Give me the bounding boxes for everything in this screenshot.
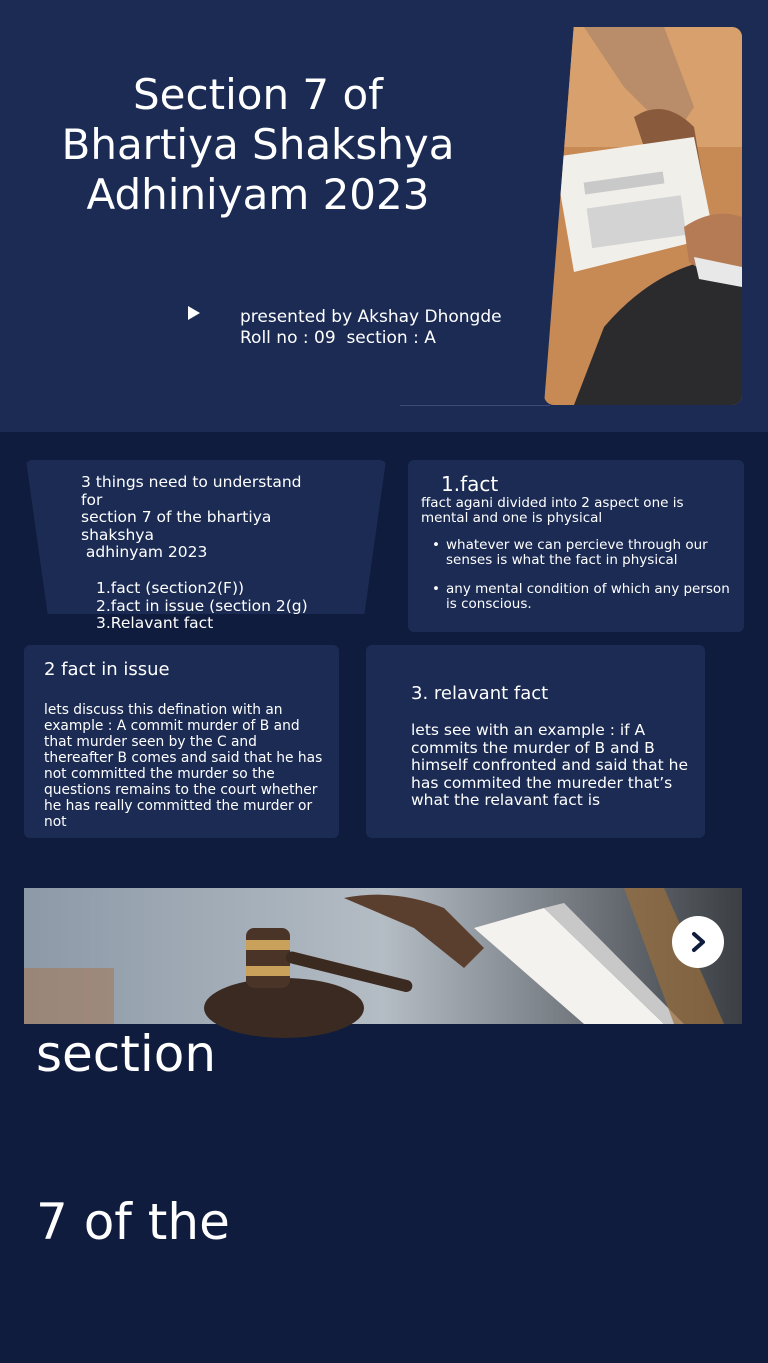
divider: [400, 405, 550, 406]
slide3-title: [36, 914, 230, 1362]
title-line: Section 7 of: [133, 70, 383, 119]
fact-in-issue-body: lets discuss this defination with an example : A commit murder of B and that murder seen by the C and thereafter B comes and said that he has not committed the murder so the questions remains to the court whether he has really committed the murder or not: [44, 702, 323, 830]
play-triangle-icon[interactable]: [188, 306, 200, 320]
next-slide-button[interactable]: [672, 916, 724, 968]
intro-text: [81, 474, 331, 562]
intro-line: 3 things need to understand: [81, 473, 302, 491]
fact-bullet-list: [432, 538, 732, 626]
title-line: section: [36, 1025, 217, 1083]
fact-in-issue-card: [24, 645, 339, 838]
title-line: 7 of the: [36, 1193, 230, 1251]
relevant-fact-body: lets see with an example : if A commits the murder of B and B himself confronted and said that he has commited the mureder that’s what the relavant fact is: [411, 721, 689, 809]
fact-bullet: • whatever we can percieve through our senses is what the fact in physical: [432, 538, 732, 568]
gavel-slide: [24, 888, 742, 1251]
fact-bullet: • any mental condition of which any person is conscious.: [432, 582, 732, 612]
handshake-photo: [544, 27, 742, 405]
fact-heading: 1.fact: [441, 472, 499, 496]
chevron-right-icon: [687, 931, 709, 953]
relevant-fact-card: [366, 645, 705, 838]
slide-title: [40, 70, 476, 220]
intro-line: adhinyam 2023: [81, 543, 208, 561]
presenter-name: presented by Akshay Dhongde: [240, 307, 502, 327]
list-item: 3.Relavant fact: [96, 614, 214, 632]
presenter-roll: Roll no : 09 section : A: [240, 328, 436, 348]
fact-card: [408, 460, 744, 632]
fact-description: ffact agani divided into 2 aspect one is mental and one is physical: [421, 495, 684, 526]
presenter-info: [240, 307, 502, 349]
relevant-fact-heading: 3. relavant fact: [411, 683, 549, 704]
fact-in-issue-heading: 2 fact in issue: [44, 659, 170, 680]
title-line: Bhartiya Shakshya: [61, 120, 455, 169]
intro-line: section 7 of the bhartiya: [81, 508, 272, 526]
title-line: Adhiniyam 2023: [86, 170, 430, 219]
list-item: 1.fact (section2(F)): [96, 579, 245, 597]
title-slide: [0, 0, 768, 432]
list-item: 2.fact in issue (section 2(g): [96, 596, 308, 615]
handshake-illustration: [544, 27, 742, 405]
intro-line: shakshya: [81, 525, 154, 544]
intro-line: for: [81, 490, 103, 509]
intro-list: [96, 580, 308, 633]
